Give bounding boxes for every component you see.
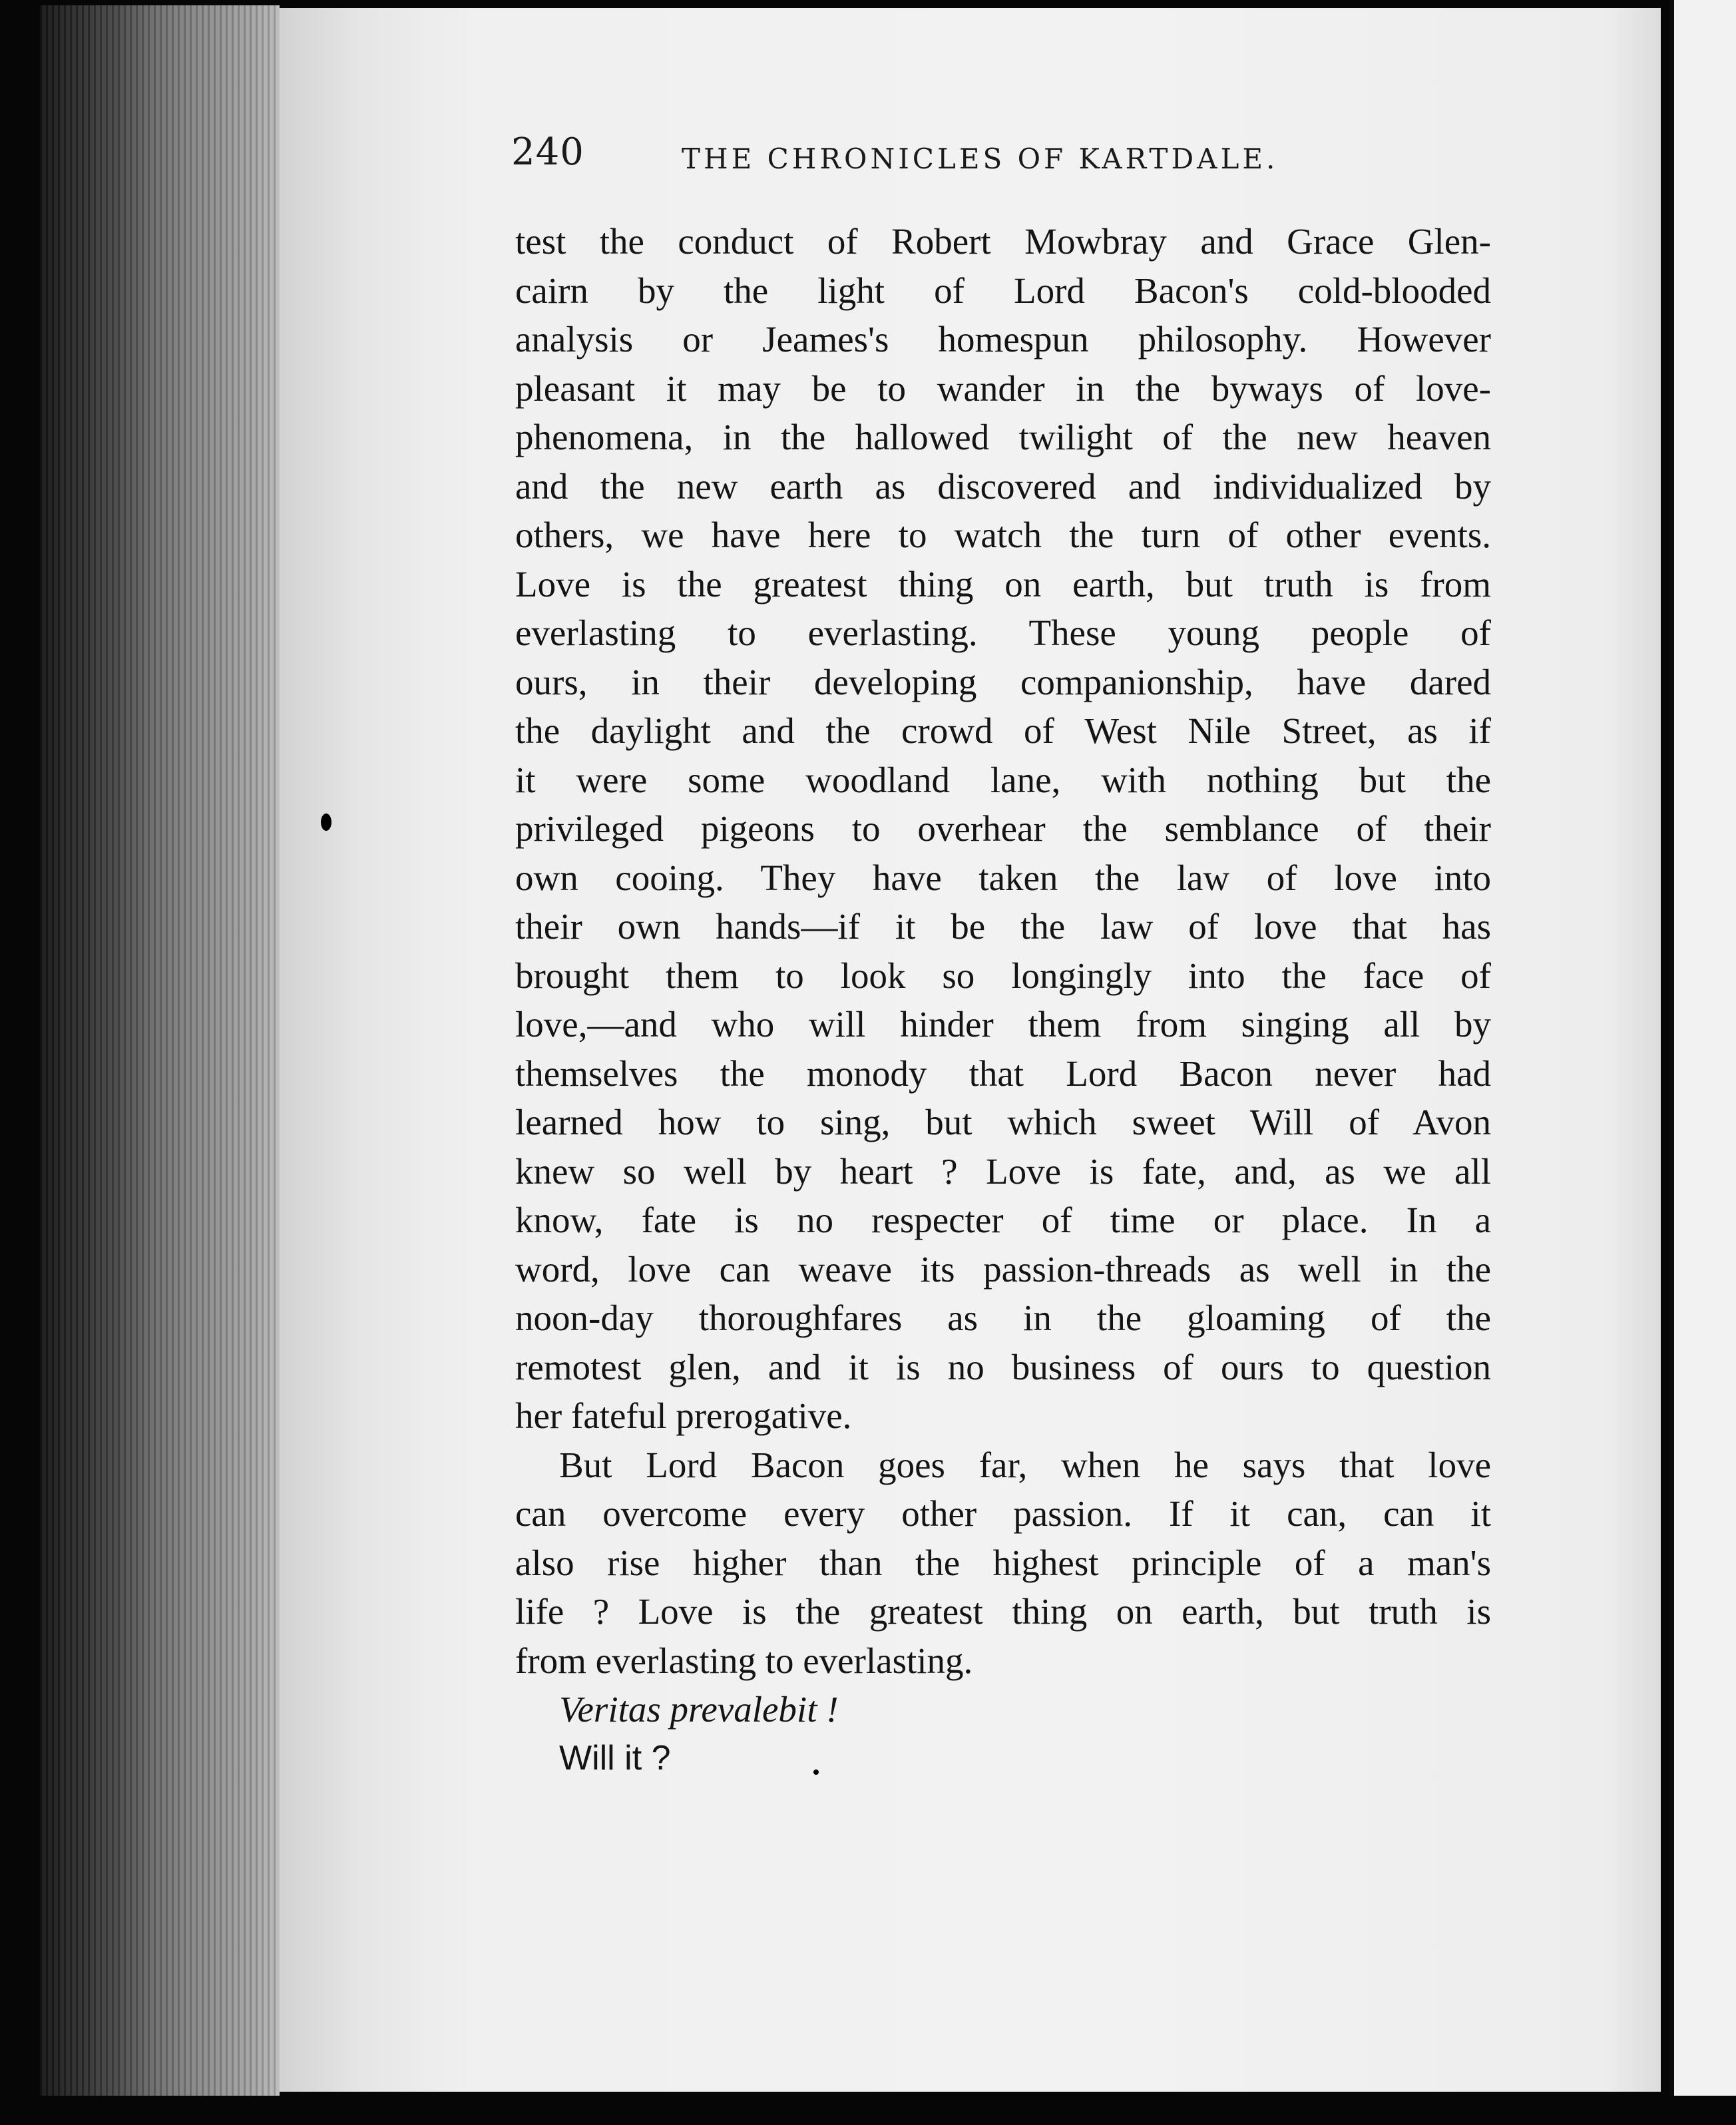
text-line: cairn by the light of Lord Bacon's cold-blooded bbox=[515, 270, 1491, 311]
text-line: knew so well by heart ? Love is fate, and, as we all bbox=[515, 1150, 1491, 1192]
text-line: learned how to sing, but which sweet Will of Avon bbox=[515, 1102, 1491, 1142]
text-line: word, love can weave its passion-threads as well in the bbox=[515, 1248, 1491, 1290]
scan-border bbox=[0, 2096, 1736, 2125]
facing-page-edge bbox=[1669, 0, 1736, 2125]
text-line: others, we have here to watch the turn of other events. bbox=[515, 515, 1491, 555]
text-line: own cooing. They have taken the law of love into bbox=[515, 857, 1491, 898]
paragraph bbox=[515, 1441, 1491, 1686]
text-line: it were some woodland lane, with nothing but the bbox=[515, 759, 1491, 800]
text-line: phenomena, in the hallowed twilight of the new heaven bbox=[515, 417, 1491, 457]
text-line: from everlasting to everlasting. bbox=[515, 1640, 973, 1681]
text-line: But Lord Bacon goes far, when he says that love bbox=[559, 1444, 1491, 1485]
text-line: brought them to look so longingly into the face of bbox=[515, 955, 1491, 996]
text-line: test the conduct of Robert Mowbray and Grace Glen- bbox=[515, 221, 1491, 262]
book-title: THE CHRONICLES OF KARTDALE. bbox=[682, 142, 1279, 175]
text-line: can overcome every other passion. If it can, can it bbox=[515, 1493, 1491, 1534]
text-line: privileged pigeons to overhear the semblance of their bbox=[515, 808, 1491, 849]
page-number: 240 bbox=[511, 130, 584, 174]
text-line: Love is the greatest thing on earth, but truth is from bbox=[515, 563, 1491, 604]
text-line: their own hands—if it be the law of love that has bbox=[515, 906, 1491, 947]
closing-question: Will it ? bbox=[559, 1738, 671, 1777]
text-line: everlasting to everlasting. These young people of bbox=[515, 612, 1491, 653]
text-line: the daylight and the crowd of West Nile Street, as if bbox=[515, 710, 1491, 751]
text-line: and the new earth as discovered and individualized by bbox=[515, 465, 1491, 507]
text-line: life ? Love is the greatest thing on earth, but truth is bbox=[515, 1591, 1491, 1632]
running-head bbox=[511, 130, 1350, 184]
text-line: remotest glen, and it is no business of ours to question bbox=[515, 1346, 1491, 1387]
text-line: themselves the monody that Lord Bacon never had bbox=[515, 1053, 1491, 1094]
text-line: love,—and who will hinder them from singing all by bbox=[515, 1004, 1491, 1045]
latin-motto: Veritas prevalebit ! bbox=[559, 1689, 839, 1730]
body-text bbox=[515, 217, 1491, 1783]
text-line: pleasant it may be to wander in the byways of love- bbox=[515, 367, 1491, 409]
text-line: ours, in their developing companionship, have dared bbox=[515, 661, 1491, 702]
book-page-edges bbox=[40, 5, 280, 2109]
text-line: also rise higher than the highest principle of a man's bbox=[515, 1542, 1491, 1583]
paragraph bbox=[515, 217, 1491, 1441]
text-line: analysis or Jeames's homespun philosophy. However bbox=[515, 319, 1491, 359]
text-line: noon-day thoroughfares as in the gloaming of the bbox=[515, 1298, 1491, 1338]
text-line: her fateful prerogative. bbox=[515, 1395, 852, 1436]
ink-speck bbox=[321, 814, 331, 831]
text-line: know, fate is no respecter of time or place. In a bbox=[515, 1200, 1491, 1240]
